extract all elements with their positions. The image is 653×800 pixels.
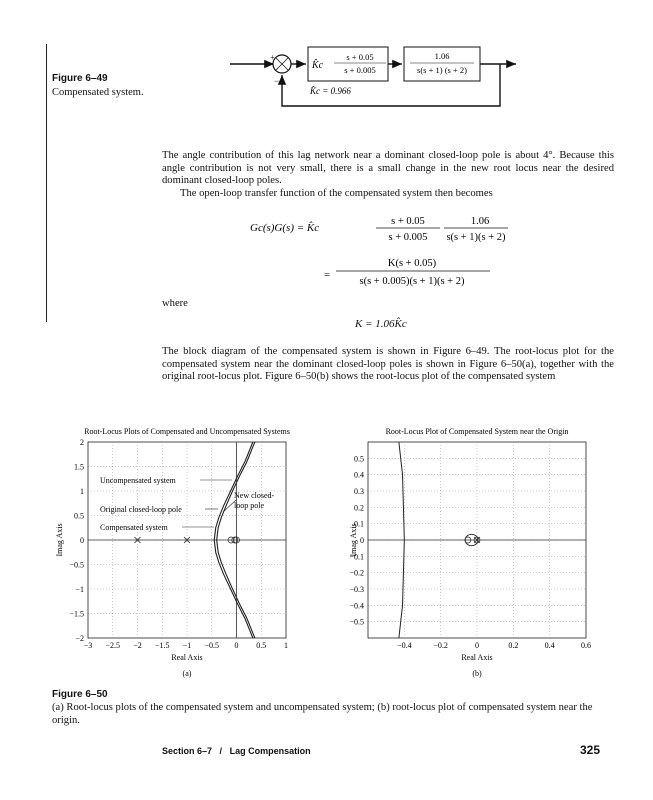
x-tick-label: 0.5 <box>256 641 267 650</box>
sum-minus-sign: − <box>274 76 280 86</box>
eq1-num2: 1.06 <box>470 216 490 227</box>
x-axis-label: Real Axis <box>461 653 493 662</box>
lag-denominator: s + 0.005 <box>344 65 376 75</box>
footer-section: Section 6–7 / Lag Compensation <box>162 746 311 756</box>
x-tick-label: −0.4 <box>397 641 412 650</box>
y-tick-label: 0.2 <box>354 503 364 513</box>
y-axis-label: Imag Axis <box>349 523 358 557</box>
x-tick-label: −2 <box>133 641 142 650</box>
paragraph-3: The block diagram of the compensated system is shown in Figure 6–49. The root-locus plot for the compensated system near the dominant closed-loop poles is shown in Figure 6–50(a), together with the original root-locus plot. Figure 6–50(b) shows the root-locus plot of the compensated system <box>162 346 614 383</box>
eq2-denominator: s(s + 0.005)(s + 1)(s + 2) <box>359 276 465 287</box>
panel-label: (a) <box>182 669 192 678</box>
y-tick-label: −1.5 <box>69 609 84 619</box>
y-tick-label: 0.4 <box>354 470 364 480</box>
eq2-numerator: K(s + 0.05) <box>387 258 437 269</box>
annotation-compensated: Compensated system <box>100 523 168 532</box>
x-tick-label: −3 <box>83 641 93 650</box>
paragraph-1: The angle contribution of this lag network near a dominant closed-loop pole is about 4°. Because this angle contribution is not very small, there is a small change in the new root locus near the desired dominant closed-loop poles. <box>162 150 614 187</box>
y-tick-label: 0.3 <box>354 487 364 496</box>
figure-6-50-caption <box>52 688 612 727</box>
annotation-uncompensated: Uncompensated system <box>100 476 176 485</box>
y-tick-label: 1.5 <box>74 462 84 472</box>
y-tick-label: −2 <box>75 634 84 643</box>
figure-6-49-caption <box>52 72 152 100</box>
figure-6-49-text: Compensated system. <box>52 87 144 98</box>
plant-denominator: s(s + 1) (s + 2) <box>417 65 467 75</box>
y-tick-label: 0 <box>80 536 84 545</box>
y-tick-label: −0.2 <box>349 568 364 578</box>
y-tick-label: −0.4 <box>349 601 364 611</box>
y-tick-label: −0.3 <box>349 585 364 594</box>
y-tick-label: 0.5 <box>74 511 84 521</box>
gain-value-label: K̂c = 0.966 <box>310 86 351 96</box>
paragraph-2: The open-loop transfer function of the compensated system then becomes <box>180 188 493 199</box>
page-number: 325 <box>580 743 601 757</box>
x-tick-label: 0.4 <box>544 641 555 650</box>
x-tick-label: 1 <box>284 641 288 650</box>
y-tick-label: −0.1 <box>349 552 364 562</box>
y-tick-label: −1 <box>75 585 84 594</box>
x-tick-label: 0.2 <box>508 641 519 650</box>
equation-block <box>250 210 510 300</box>
panel-label: (b) <box>472 669 482 678</box>
annotation-original-pole: Original closed-loop pole <box>100 505 182 514</box>
plant-numerator: 1.06 <box>434 51 450 61</box>
x-tick-label: −0.5 <box>204 641 220 650</box>
eq1-den1: s + 0.005 <box>388 232 428 243</box>
figure-6-49-label: Figure 6–49 <box>52 73 108 84</box>
x-tick-label: 0 <box>234 641 239 650</box>
eq1-num1: s + 0.05 <box>391 216 425 227</box>
y-tick-label: 0.5 <box>354 454 364 464</box>
margin-rule <box>46 44 47 322</box>
chart-title: Root-Locus Plot of Compensated System near the Origin <box>385 427 569 436</box>
x-tick-label: −1.5 <box>154 641 170 650</box>
x-tick-label: 0.6 <box>581 641 591 650</box>
eq2-equals: = <box>324 269 331 281</box>
root-locus-chart-a <box>48 420 344 682</box>
annotation-new-pole: New closed- <box>234 491 275 500</box>
lag-gain-symbol: K̂c <box>312 60 324 71</box>
y-tick-label: 0 <box>360 536 364 545</box>
sum-plus-sign: + <box>270 53 275 62</box>
y-tick-label: −0.5 <box>349 617 364 627</box>
x-axis-label: Real Axis <box>171 653 203 662</box>
y-tick-label: −0.5 <box>69 560 84 570</box>
y-tick-label: 1 <box>80 487 84 496</box>
y-tick-label: 2 <box>80 438 84 447</box>
x-tick-label: −0.2 <box>433 641 448 650</box>
eq1-den2: s(s + 1)(s + 2) <box>446 232 506 243</box>
chart-title: Root-Locus Plots of Compensated and Uncompensated Systems <box>84 427 290 436</box>
y-tick-label: 0.1 <box>354 519 364 529</box>
figure-6-50-label: Figure 6–50 <box>52 689 108 700</box>
figure-6-50-text: (a) Root-locus plots of the compensated system and uncompensated system; (b) root-locus plot of compensated system near the origin. <box>52 702 593 726</box>
eq3: K = 1.06K̂c <box>355 318 407 330</box>
root-locus-chart-b <box>346 420 610 682</box>
x-tick-label: −2.5 <box>105 641 121 650</box>
block-diagram <box>220 40 520 120</box>
lag-numerator: s + 0.05 <box>346 52 374 62</box>
eq1-lhs: Gc(s)G(s) = K̂c <box>250 222 320 234</box>
y-axis-label: Imag Axis <box>55 523 64 557</box>
annotation-new-pole-2: loop pole <box>234 501 264 510</box>
x-tick-label: 0 <box>475 641 479 650</box>
x-tick-label: −1 <box>182 641 192 650</box>
where-text: where <box>162 298 188 309</box>
